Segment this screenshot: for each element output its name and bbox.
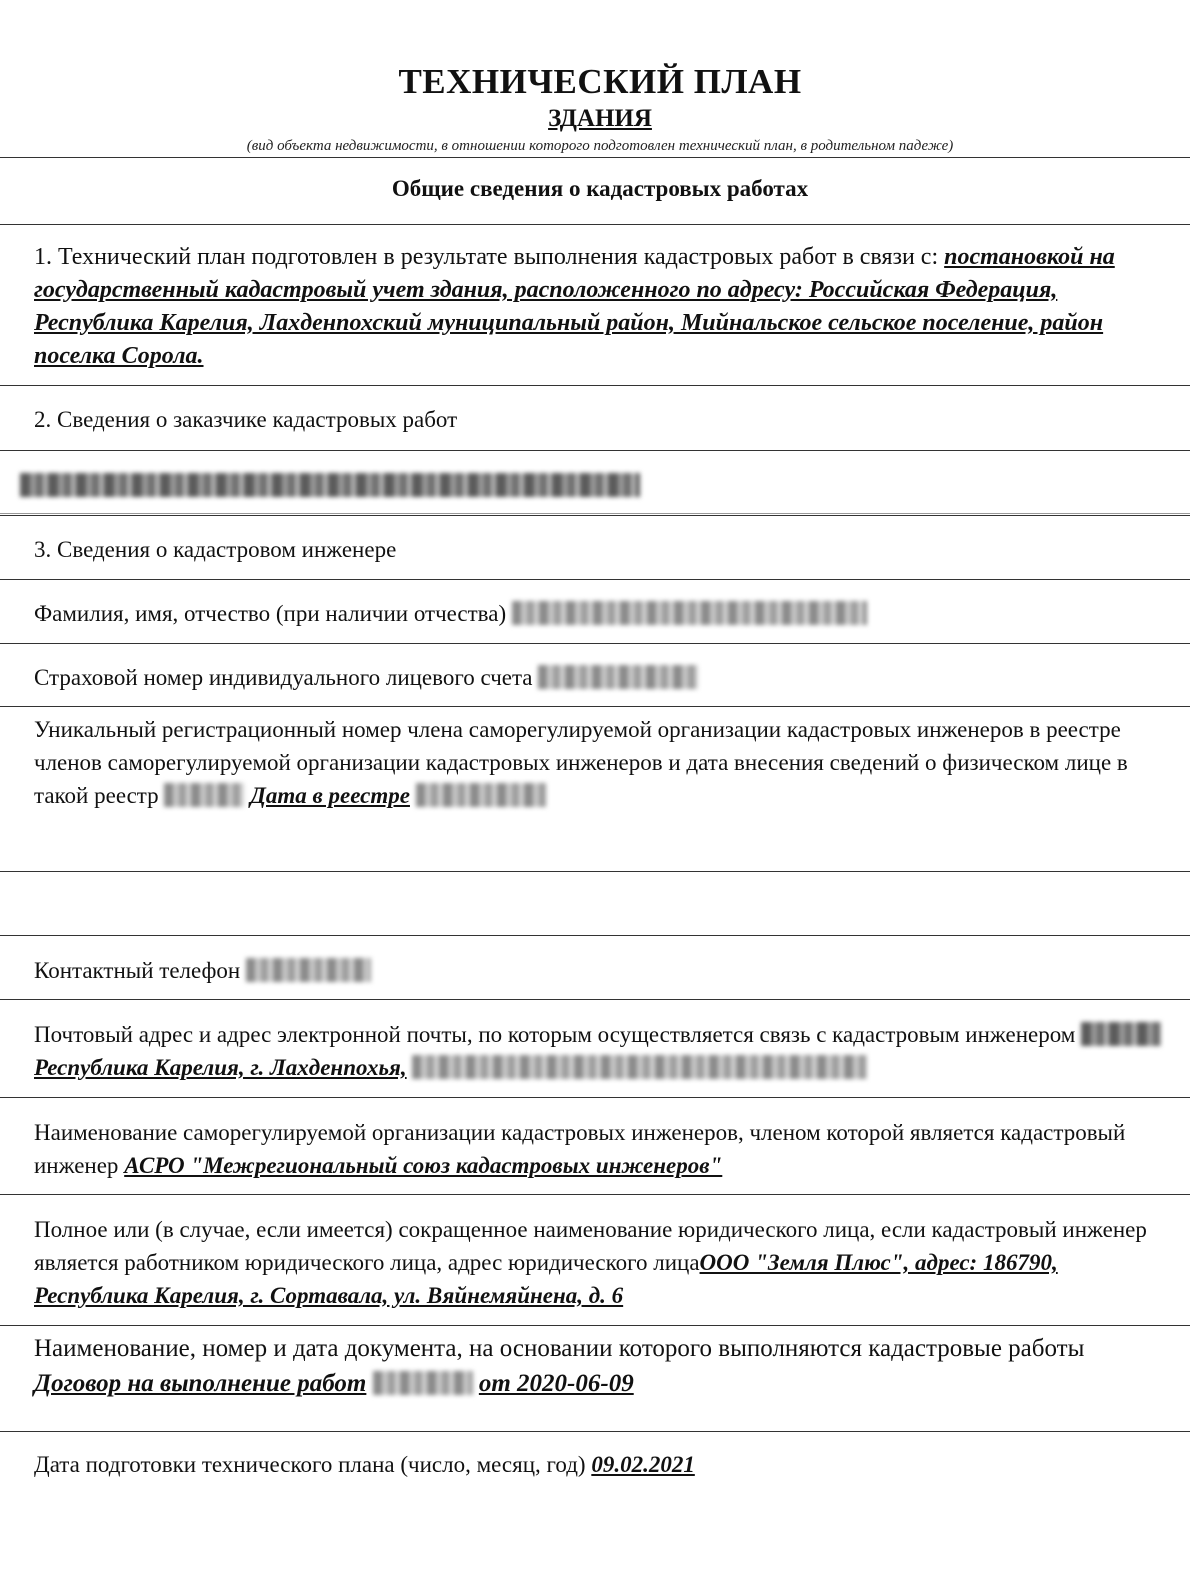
reason-label: 1. Технический план подготовлен в результате выполнения кадастровых работ в связи с: (34, 244, 939, 270)
engineer-fio (34, 597, 1169, 630)
object-type-hint: (вид объекта недвижимости, в отношении которого подготовлен технический план, в родительном падеже) (246, 138, 954, 154)
divider (0, 871, 1190, 872)
engineer-registry (34, 713, 1169, 812)
contract-value-suffix: от 2020-06-09 (478, 1370, 634, 1397)
divider (0, 1194, 1190, 1195)
preparation-date-value: 09.02.2021 (591, 1452, 695, 1477)
engineer-heading: 3. Сведения о кадастровом инженере (34, 537, 397, 562)
customer-info (20, 469, 1155, 502)
divider (0, 1325, 1190, 1326)
object-type: ЗДАНИЯ (548, 105, 652, 132)
reason-value: постановкой на государственный кадастровый учет здания, расположенного по адресу: Российская Федерация, Республика Карелия, Лахденпохский муниципальный район, Мийнальское сельское поселение, район поселка Сорола. (34, 244, 1115, 369)
fio-label: Фамилия, имя, отчество (при наличии отчества) (34, 601, 507, 626)
section-title: Общие сведения о кадастровых работах (391, 176, 809, 201)
snils-label: Страховой номер индивидуального лицевого счета (34, 665, 533, 690)
redacted-registry-number (164, 783, 244, 807)
document-header (0, 62, 1200, 155)
engineer-organization (34, 1213, 1169, 1312)
divider (0, 643, 1190, 644)
postal-value: Республика Карелия, г. Лахденпохья, (34, 1055, 407, 1080)
contract-label: Наименование, номер и дата документа, на основании которого выполняются кадастровые работы (34, 1335, 1085, 1362)
divider (0, 579, 1190, 580)
redacted-registry-date (416, 783, 546, 807)
cadastral-works-reason (34, 241, 1169, 373)
divider (0, 999, 1190, 1000)
redacted-phone (246, 958, 371, 982)
redacted-postcode (1081, 1022, 1161, 1046)
divider (0, 935, 1190, 936)
divider (0, 1097, 1190, 1098)
redacted-snils (538, 665, 698, 689)
divider (0, 450, 1190, 451)
preparation-date-label: Дата подготовки технического плана (число, месяц, год) (34, 1452, 586, 1477)
redacted-customer (20, 473, 640, 497)
divider (0, 1431, 1190, 1432)
sro-label: Наименование саморегулируемой организации кадастровых инженеров, членом которой является кадастровый инженер (34, 1120, 1126, 1178)
sro-value: АСРО "Межрегиональный союз кадастровых инженеров" (124, 1153, 723, 1178)
preparation-date (34, 1448, 1169, 1481)
redacted-street-email (412, 1055, 867, 1079)
contract-info (34, 1331, 1169, 1401)
postal-label: Почтовый адрес и адрес электронной почты, по которым осуществляется связь с кадастровым инженером (34, 1022, 1076, 1047)
registry-date-label: Дата в реестре (250, 783, 410, 808)
divider (0, 157, 1190, 158)
divider (0, 385, 1190, 386)
redacted-fio (512, 601, 867, 625)
divider (0, 224, 1190, 225)
engineer-phone (34, 954, 1169, 987)
organization-value: ООО "Земля Плюс", адрес: 186790, Республика Карелия, г. Сортавала, ул. Вяйнемяйнена, д. 6 (34, 1250, 1058, 1308)
divider (0, 706, 1190, 707)
document-title: ТЕХНИЧЕСКИЙ ПЛАН (398, 62, 802, 101)
engineer-snils (34, 661, 1169, 694)
divider (0, 513, 1190, 514)
engineer-postal (34, 1018, 1169, 1084)
organization-label: Полное или (в случае, если имеется) сокращенное наименование юридического лица, если кадастровый инженер является работником юридического лица, адрес юридического лица (34, 1217, 1147, 1275)
phone-label: Контактный телефон (34, 958, 241, 983)
customer-heading: 2. Сведения о заказчике кадастровых работ (34, 407, 458, 432)
redacted-contract-number (373, 1371, 473, 1395)
contract-value-prefix: Договор на выполнение работ (34, 1370, 367, 1397)
engineer-sro (34, 1116, 1169, 1182)
registry-label: Уникальный регистрационный номер члена саморегулируемой организации кадастровых инженеров в реестре членов саморегулируемой организации кадастровых инженеров и дата внесения сведений о физическом лице в такой реестр (34, 717, 1128, 808)
divider (0, 515, 1190, 516)
